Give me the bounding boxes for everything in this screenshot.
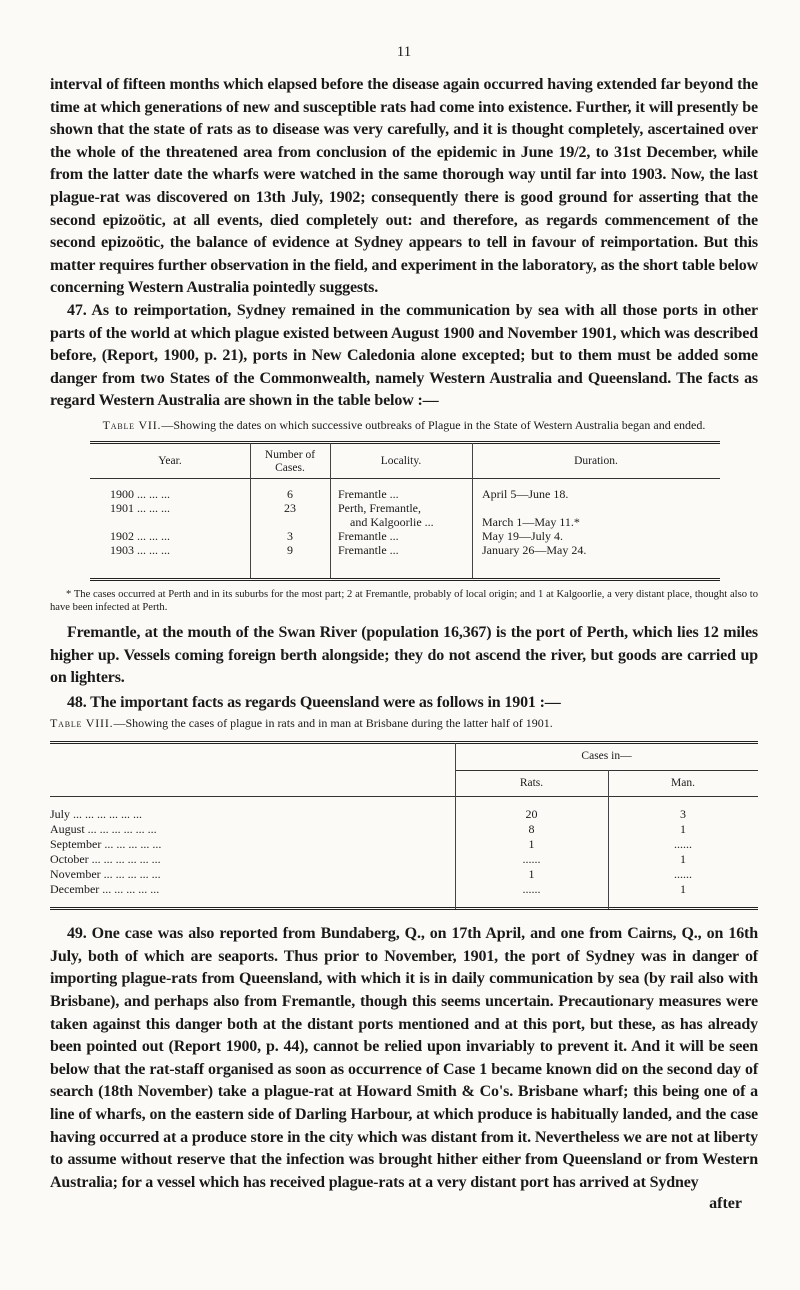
table-vii <box>90 441 720 586</box>
cell-rats: 8 <box>528 822 535 837</box>
cell-rats: ...... <box>522 852 541 867</box>
cell-man: 1 <box>680 852 686 867</box>
cell-year: 1900 ... ... ... <box>110 486 170 501</box>
table8-group-rule <box>455 770 758 771</box>
cell-man: ...... <box>674 867 692 882</box>
cell-rats: ...... <box>522 882 541 897</box>
paragraph-47: 47. As to reimportation, Sydney remained in the communication by sea with all those ports in other parts of the world at which plague existed between August 1900 and November 1901, which was described before, (Report, 1900, p. 21), ports in New Caledonia alone excepted; but to them must be added some danger from two States of the Commonwealth, namely Western Australia and Queensland. The facts as regard Western Australia are shown in the table below :— <box>50 301 758 410</box>
cell-duration: April 5—June 18. <box>482 486 569 501</box>
table7-header-duration: Duration. <box>574 454 618 467</box>
cell-duration: March 1—May 11.* <box>482 514 580 529</box>
cell-duration: January 26—May 24. <box>482 542 587 557</box>
cell-month: December ... ... ... ... ... <box>50 882 160 897</box>
table8-header-rule <box>50 796 758 797</box>
cell-locality-cont: and Kalgoorlie ... <box>350 514 434 529</box>
table8-bottom-rule <box>50 907 758 910</box>
paragraph-48: 48. The important facts as regards Queensland were as follows in 1901 :— <box>67 693 561 711</box>
table7-caption <box>50 418 758 433</box>
cell-locality: Fremantle ... <box>338 528 399 543</box>
cell-man: 1 <box>680 882 686 897</box>
cell-cases: 6 <box>287 486 293 501</box>
page-number: 11 <box>396 44 412 60</box>
table8-header-rats: Rats. <box>519 777 544 790</box>
table7-bottom-rule <box>90 578 720 581</box>
table8-caption-text: —Showing the cases of plague in rats and in man at Brisbane during the latter half of 1901. <box>113 716 553 731</box>
table-row <box>50 837 758 852</box>
document-page <box>50 0 758 1214</box>
cell-cases: 3 <box>287 528 293 543</box>
cell-rats: 1 <box>528 837 535 852</box>
cell-man: 1 <box>680 822 686 837</box>
cell-locality: Fremantle ... <box>338 486 399 501</box>
cell-rats: 20 <box>525 807 538 822</box>
table8-label: Table VIII. <box>50 716 114 731</box>
table7-top-rule <box>90 441 720 444</box>
cell-year: 1903 ... ... ... <box>110 542 170 557</box>
table7-header-locality: Locality. <box>380 454 422 467</box>
table8-header-man: Man. <box>671 777 695 790</box>
cell-locality: Perth, Fremantle, <box>338 500 421 515</box>
cell-man: 3 <box>680 807 686 822</box>
paragraph-fremantle: Fremantle, at the mouth of the Swan River (population 16,367) is the port of Perth, which lies 12 miles higher up. Vessels coming foreign berth alongside; they do not ascend the river, but goods are carried up on lighters. <box>50 623 758 687</box>
table7-header-rule <box>90 478 720 479</box>
cell-man: ...... <box>674 837 692 852</box>
cell-locality: Fremantle ... <box>338 542 399 557</box>
table-row <box>90 487 720 501</box>
table-row <box>90 501 720 515</box>
table-row <box>90 543 720 557</box>
table-row <box>50 852 758 867</box>
cell-duration: May 19—July 4. <box>482 528 563 543</box>
table-row <box>90 529 720 543</box>
paragraph-49: 49. One case was also reported from Bundaberg, Q., on 17th April, and one from Cairns, Q., on 16th July, both of which are seaports. Thus prior to November, 1901, the port of Sydney was in danger of importing plague-rats from Queensland, with which it is in daily communication by sea (by rail also with Brisbane), and perhaps also from Fremantle, though this seems uncertain. Precautionary measures were taken against this danger both at the distant ports mentioned and at this port, but these, as has already been pointed out (Report 1900, p. 44), cannot be relied upon invariably to prevent it. And it will be seen below that the rat-staff organised as soon as occurrence of Case 1 became known did on the second day of search (18th November) take a plague-rat at Howard Smith & Co's. Brisbane wharf; this being one of a line of wharfs, on the eastern side of Darling Harbour, at which produce is habitually landed, and the case having occurred at a produce store in the city which was distant from it. Nevertheless we are not at liberty to assume without reserve that the infection was brought hither either from Queensland or from Western Australia; for a vessel which has received plague-rats at a very distant port has arrived at Sydney <box>50 925 758 1191</box>
cell-month: October ... ... ... ... ... ... <box>50 852 161 867</box>
table8-caption <box>50 716 758 731</box>
table-viii <box>50 741 758 917</box>
table-row <box>50 807 758 822</box>
cell-rats: 1 <box>528 867 535 882</box>
table7-label: Table VII. <box>102 417 162 432</box>
table-row <box>50 867 758 882</box>
cell-cases: 9 <box>287 542 293 557</box>
table-row <box>90 515 720 529</box>
table-row <box>50 822 758 837</box>
table7-caption-text: —Showing the dates on which successive outbreaks of Plague in the State of Western Australia began and ended. <box>161 417 706 432</box>
table-row <box>50 882 758 897</box>
catchword: after <box>709 1195 742 1213</box>
cell-month: November ... ... ... ... ... <box>50 867 161 882</box>
cell-cases: 23 <box>284 500 296 515</box>
cell-month: September ... ... ... ... ... <box>50 837 162 852</box>
cell-month: August ... ... ... ... ... ... <box>50 822 157 837</box>
cell-year: 1901 ... ... ... <box>110 500 170 515</box>
table7-header-cases: Number of Cases. <box>264 448 316 474</box>
cell-year: 1902 ... ... ... <box>110 528 170 543</box>
cell-month: July ... ... ... ... ... ... <box>50 807 143 822</box>
table7-header-year: Year. <box>158 454 182 467</box>
paragraph-continuation: interval of fifteen months which elapsed before the disease again occurred having extended far beyond the time at which generations of new and susceptible rats had come into existence. Further, it will presently be shown that the state of rats as to disease was very carefully, and it is thought completely, ascertained over the whole of the threatened area from conclusion of the epidemic in June 19/2, to 31st December, while from the latter date the wharfs were watched in the same thorough way until far into 1903. Now, the last plague-rat was discovered on 13th July, 1902; consequently there is good ground for asserting that the second epizoötic, at all events, died completely out: and therefore, as regards commencement of the second epizoötic, the balance of evidence at Sydney appears to tell in favour of reimportation. But this matter requires further observation in the field, and experiment in the laboratory, as the short table below concerning Western Australia pointedly suggests. <box>50 76 758 297</box>
table8-header-group: Cases in— <box>581 750 632 763</box>
table8-top-rule <box>50 741 758 744</box>
table7-footnote: * The cases occurred at Perth and in its suburbs for the most part; 2 at Fremantle, probably of local origin; and 1 at Kalgoorlie, a very distant place, thought also to have been infected at Perth. <box>50 588 758 613</box>
